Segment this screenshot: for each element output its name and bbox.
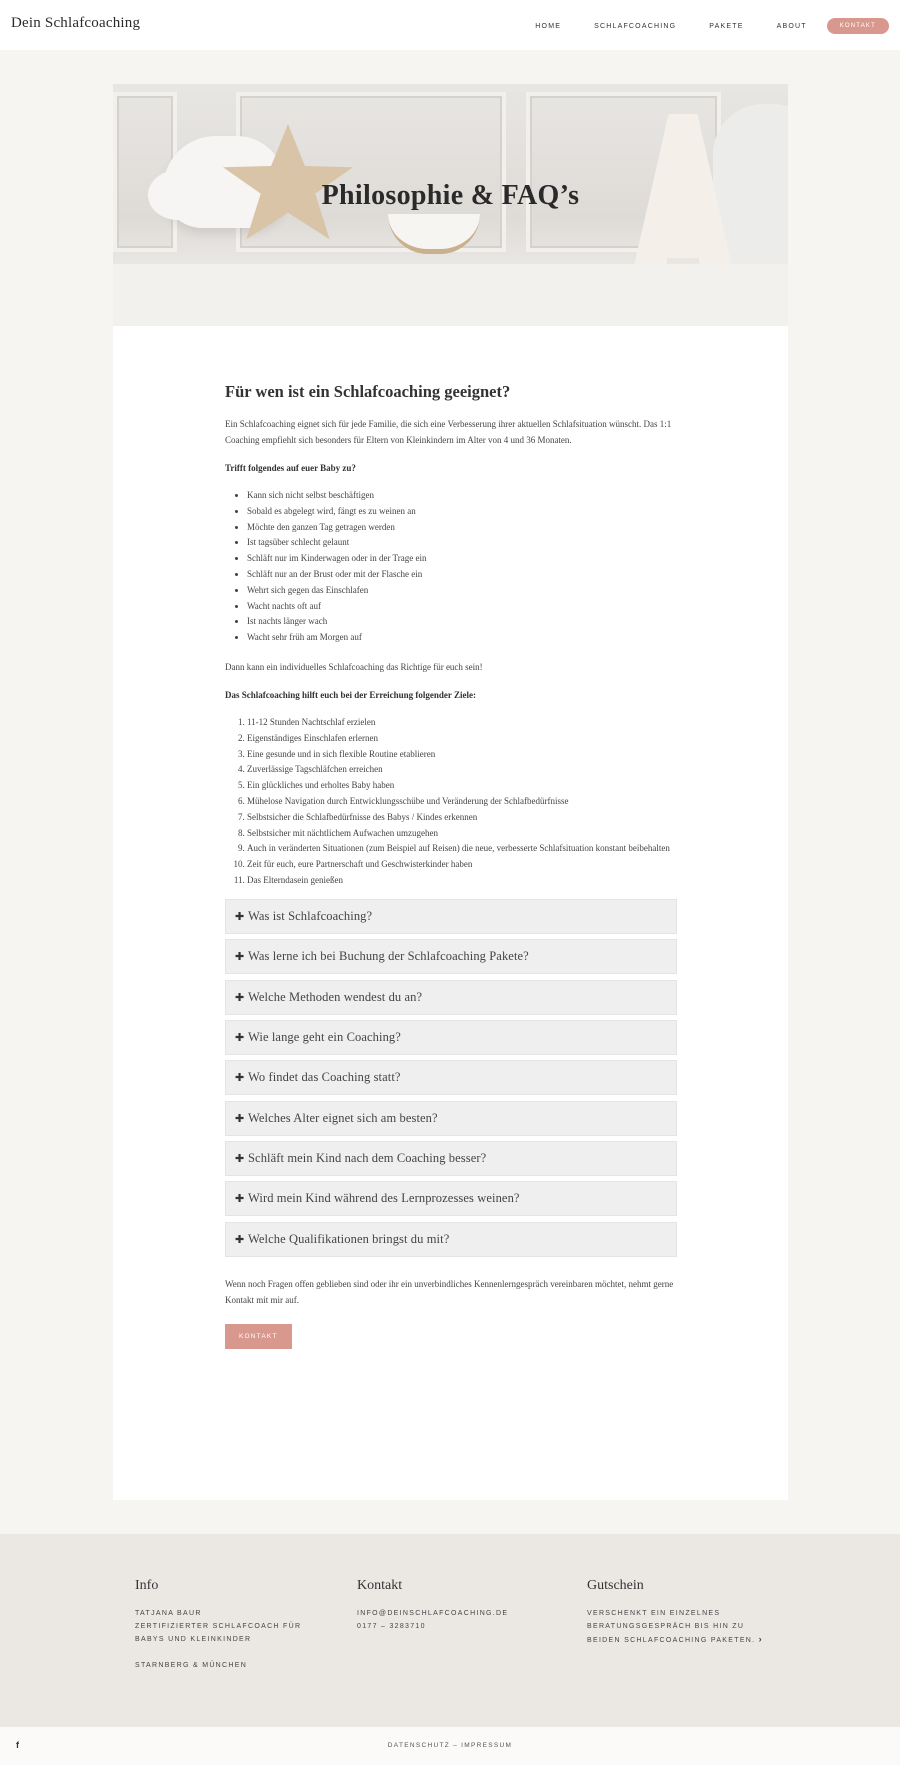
section-heading: Für wen ist ein Schlafcoaching geeignet? <box>225 382 511 401</box>
faq-item[interactable] <box>225 980 677 1015</box>
bottom-bar <box>0 1727 900 1765</box>
nav-home[interactable]: HOME <box>535 22 562 30</box>
list-item: • Wacht nachts oft auf <box>247 599 677 615</box>
list-item: • Ist nachts länger wach <box>247 614 677 630</box>
footer-location: STARNBERG & MÜNCHEN <box>135 1662 248 1669</box>
content-card <box>113 84 788 1500</box>
list-item: 7. Selbstsicher die Schlafbedürfnisse des Babys / Kindes erkennen <box>247 810 677 826</box>
list-item: • Schläft nur im Kinderwagen oder in der Trage ein <box>247 551 677 567</box>
faq-question: Wird mein Kind während des Lernprozesses weinen? <box>248 1191 520 1206</box>
footer-name: TATJANA BAUR <box>135 1610 202 1617</box>
list-item: • Ist tagsüber schlecht gelaunt <box>247 535 677 551</box>
list-item: • Schläft nur an der Brust oder mit der Flasche ein <box>247 567 677 583</box>
plus-icon: ✚ <box>235 1192 245 1206</box>
footer-gutschein <box>587 1578 777 1647</box>
plus-icon: ✚ <box>235 1232 245 1246</box>
symptom-list <box>247 488 677 646</box>
faq-item[interactable] <box>225 1020 677 1055</box>
list-item: • Wacht sehr früh am Morgen auf <box>247 630 677 646</box>
faq-question: Welche Qualifikationen bringst du mit? <box>248 1231 450 1246</box>
bed-sheet-image <box>113 264 788 326</box>
faq-question: Welches Alter eignet sich am besten? <box>248 1110 438 1125</box>
plus-icon: ✚ <box>235 909 245 923</box>
list-item: • Wehrt sich gegen das Einschlafen <box>247 583 677 599</box>
list-item: 11. Das Elterndasein genießen <box>247 873 677 889</box>
list-item: 9. Auch in veränderten Situationen (zum Beispiel auf Reisen) die neue, verbesserte Schlafsituation konstant beibehalten <box>247 841 677 857</box>
footer-email-link[interactable]: INFO@DEINSCHLAFCOACHING.DE <box>357 1610 509 1617</box>
faq-question: Welche Methoden wendest du an? <box>248 989 423 1004</box>
nav-pakete[interactable]: PAKETE <box>709 22 744 30</box>
footer-phone-link[interactable]: 0177 – 3283710 <box>357 1623 426 1630</box>
gutschein-text: VERSCHENKT EIN EINZELNES BERATUNGSGESPRÄCH BIS HIN ZU BEIDEN SCHLAFCOACHING PAKETEN. <box>587 1610 756 1644</box>
list-item: • Sobald es abgelegt wird, fängt es zu weinen an <box>247 504 677 520</box>
footer-qualification: ZERTIFIZIERTER SCHLAFCOACH FÜR BABYS UND KLEINKINDER <box>135 1623 302 1643</box>
plus-icon: ✚ <box>235 990 245 1004</box>
footer-kontakt-title: Kontakt <box>357 1578 403 1593</box>
faq-item[interactable] <box>225 899 677 934</box>
site-footer <box>0 1534 900 1727</box>
site-header <box>0 0 900 50</box>
list-item: 10. Zeit für euch, eure Partnerschaft und Geschwisterkinder haben <box>247 857 677 873</box>
faq-question: Schläft mein Kind nach dem Coaching besser? <box>248 1151 487 1166</box>
faq-item[interactable] <box>225 939 677 974</box>
footer-gutschein-link[interactable] <box>587 1607 777 1647</box>
hero-banner <box>113 84 788 326</box>
plus-icon: ✚ <box>235 950 245 964</box>
page-title: Philosophie & FAQ’s <box>321 180 580 211</box>
facebook-icon[interactable]: f <box>16 1740 19 1750</box>
intro-paragraph: Ein Schlafcoaching eignet sich für jede Familie, die sich eine Verbesserung ihrer aktuellen Schlafsituation wünscht. Das 1:1 Coaching empfiehlt sich besonders für Eltern von Kleinkindern im Alter von 4 und 36 Monaten. <box>225 419 672 445</box>
main-content <box>225 382 677 1349</box>
footer-info <box>135 1578 325 1672</box>
list-item: 4. Zuverlässige Tagschläfchen erreichen <box>247 762 677 778</box>
list-item: • Kann sich nicht selbst beschäftigen <box>247 488 677 504</box>
faq-question: Wie lange geht ein Coaching? <box>248 1029 401 1044</box>
goals-heading: Das Schlafcoaching hilft euch bei der Erreichung folgender Ziele: <box>225 689 476 700</box>
plus-icon: ✚ <box>235 1111 245 1125</box>
conclusion-paragraph: Dann kann ein individuelles Schlafcoaching das Richtige für euch sein! <box>225 661 483 672</box>
site-logo[interactable]: Dein Schlafcoaching <box>11 15 141 31</box>
faq-item[interactable] <box>225 1141 677 1176</box>
footer-kontakt <box>357 1578 547 1633</box>
goals-list <box>247 715 677 889</box>
faq-item[interactable] <box>225 1101 677 1136</box>
faq-question: Was lerne ich bei Buchung der Schlafcoaching Pakete? <box>248 949 529 964</box>
list-item: 1. 11-12 Stunden Nachtschlaf erzielen <box>247 715 677 731</box>
plus-icon: ✚ <box>235 1071 245 1085</box>
plus-icon: ✚ <box>235 1152 245 1166</box>
question-heading: Trifft folgendes auf euer Baby zu? <box>225 463 356 473</box>
faq-item[interactable] <box>225 1060 677 1095</box>
list-item: 5. Ein glückliches und erholtes Baby haben <box>247 778 677 794</box>
plus-icon: ✚ <box>235 1030 245 1044</box>
faq-accordion <box>225 899 677 1257</box>
main-nav <box>535 18 889 34</box>
footer-gutschein-title: Gutschein <box>587 1578 644 1593</box>
faq-item[interactable] <box>225 1181 677 1216</box>
faq-question: Wo findet das Coaching statt? <box>248 1070 401 1085</box>
nav-schlafcoaching[interactable]: SCHLAFCOACHING <box>594 22 677 30</box>
nav-kontakt-button[interactable]: KONTAKT <box>827 18 889 34</box>
kontakt-button[interactable]: KONTAKT <box>225 1324 292 1349</box>
list-item: 3. Eine gesunde und in sich flexible Routine etablieren <box>247 747 677 763</box>
faq-item[interactable] <box>225 1222 677 1257</box>
faq-question: Was ist Schlafcoaching? <box>248 908 373 923</box>
list-item: • Möchte den ganzen Tag getragen werden <box>247 520 677 536</box>
nav-about[interactable]: ABOUT <box>776 22 807 30</box>
list-item: 2. Eigenständiges Einschlafen erlernen <box>247 731 677 747</box>
footer-info-title: Info <box>135 1578 159 1593</box>
chevron-right-icon: › <box>758 1634 763 1644</box>
legal-links[interactable]: DATENSCHUTZ – IMPRESSUM <box>387 1742 513 1749</box>
list-item: 6. Mühelose Navigation durch Entwicklungsschübe und Veränderung der Schlafbedürfnisse <box>247 794 677 810</box>
outro-paragraph: Wenn noch Fragen offen geblieben sind oder ihr ein unverbindliches Kennenlerngespräch vereinbaren möchtet, nehmt gerne Kontakt mit mir auf. <box>225 1278 674 1305</box>
list-item: 8. Selbstsicher mit nächtlichem Aufwachen umzugehen <box>247 826 677 842</box>
